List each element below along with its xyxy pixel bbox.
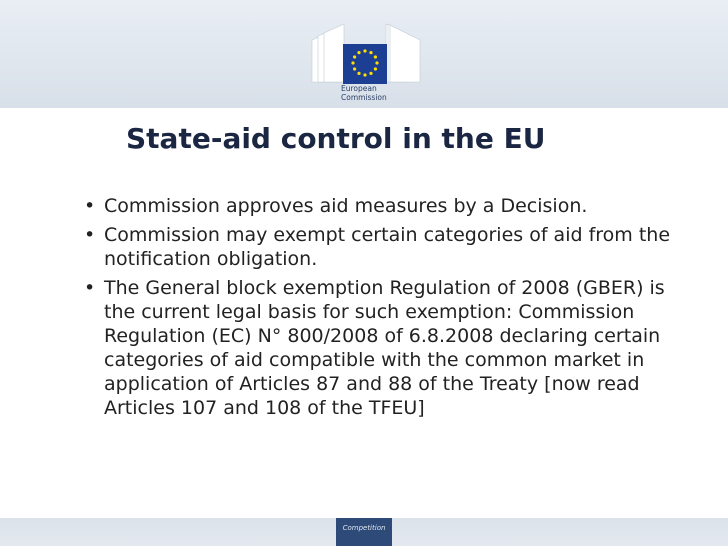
logo-line-2: Commission: [341, 93, 387, 102]
bullet-icon: •: [84, 277, 96, 299]
logo-wordmark: [341, 84, 387, 102]
bullet-item: [78, 194, 698, 218]
bullet-text: Commission may exempt certain categories of aid from the notification obligation.: [104, 224, 671, 270]
footer-badge-label: Competition: [342, 524, 386, 532]
bullet-icon: •: [84, 224, 96, 246]
bullet-item: [78, 223, 698, 271]
bullet-icon: •: [84, 195, 96, 217]
bullet-text: The General block exemption Regulation of 2008 (GBER) is the current legal basis for such exemption: Commission Regulation (EC) N° 800/2008 of 6.8.2008 declaring certain categories of aid compatible with the common market in application of Articles 87 and 88 of the Treaty [now read Articles 107 and 108 of the TFEU]: [104, 277, 665, 419]
bullet-text: Commission approves aid measures by a Decision.: [104, 195, 588, 217]
footer-badge: [336, 518, 392, 546]
bullet-list: [78, 194, 698, 425]
logo-line-1: European: [341, 84, 377, 93]
slide-title: State-aid control in the EU: [126, 122, 546, 155]
bullet-item: [78, 276, 698, 420]
